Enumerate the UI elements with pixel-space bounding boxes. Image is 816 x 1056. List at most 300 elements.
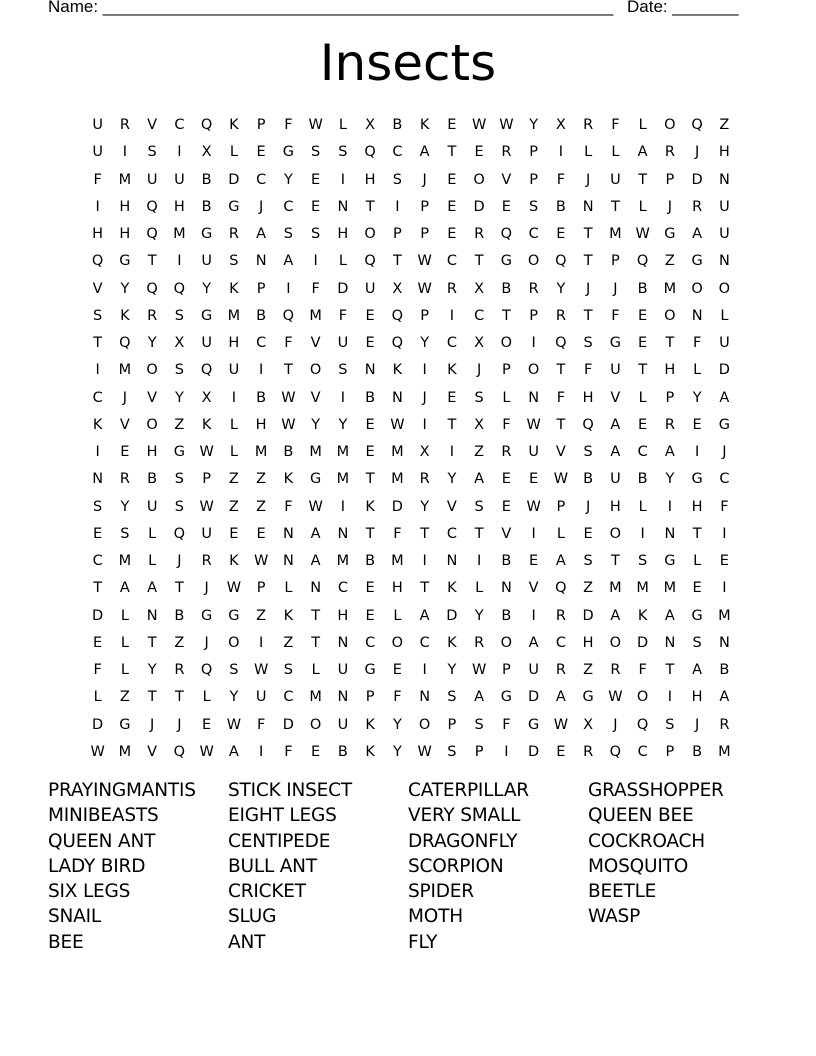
grid-letter: U [337,716,349,733]
grid-letter: U [92,144,103,161]
grid-letter: B [501,607,512,624]
grid-letter: N [718,253,730,270]
grid-row [84,630,738,657]
word-list-item: QUEEN BEE [588,805,694,827]
grid-letter: N [282,525,294,542]
grid-letter: N [528,389,540,406]
grid-letter: X [392,280,403,297]
grid-letter: G [173,444,185,460]
grid-letter: I [340,171,346,188]
grid-letter: U [719,226,730,242]
grid-row [84,139,738,166]
grid-letter: I [231,389,237,406]
grid-letter: Z [174,416,185,433]
grid-letter: D [528,743,540,760]
grid-letter: N [446,553,458,569]
grid-letter: V [501,171,512,188]
grid-letter: R [228,226,239,242]
grid-letter: C [283,689,294,706]
word-list-item: VERY SMALL [408,805,521,827]
grid-letter: D [282,716,294,733]
grid-row [84,248,738,275]
grid-letter: U [255,689,267,706]
grid-letter: T [501,307,511,324]
grid-letter: J [177,553,182,569]
grid-letter: A [719,389,730,406]
grid-letter: E [719,553,729,569]
grid-letter: U [201,335,212,351]
grid-letter: E [93,634,103,651]
grid-letter: B [719,662,730,678]
grid-letter: R [419,471,430,488]
grid-letter: Q [636,253,649,270]
grid-letter: P [474,743,484,760]
grid-letter: J [585,498,591,515]
grid-letter: A [310,525,321,542]
grid-letter: A [283,253,294,270]
grid-letter: N [664,525,676,542]
grid-letter: I [340,389,346,406]
grid-row [84,412,738,439]
grid-letter: J [177,716,182,733]
grid-letter: U [719,198,730,215]
grid-row [84,112,738,139]
grid-letter: W [553,471,569,488]
grid-letter: T [583,253,593,270]
grid-letter: A [228,743,239,760]
grid-letter: G [500,253,512,270]
grid-letter: O [473,171,485,188]
grid-letter: P [529,171,538,188]
grid-letter: K [392,362,403,379]
grid-letter: S [174,471,184,488]
grid-letter: L [584,144,593,161]
grid-letter: O [664,117,676,133]
grid-letter: T [93,580,103,597]
grid-letter: S [447,743,457,760]
grid-letter: F [284,335,293,351]
grid-letter: E [256,144,266,161]
grid-letter: I [531,525,536,542]
grid-letter: Y [447,662,457,678]
grid-letter: Y [692,389,702,406]
grid-row [84,439,738,466]
grid-letter: L [284,580,293,597]
grid-letter: Y [556,280,566,297]
grid-letter: Q [146,198,158,215]
grid-letter: S [174,307,184,324]
grid-letter: T [147,253,157,270]
grid-letter: T [174,689,184,706]
grid-letter: M [309,444,322,460]
grid-letter: A [119,580,130,597]
grid-letter: H [92,226,104,242]
grid-letter: E [93,525,103,542]
grid-letter: G [528,716,540,733]
grid-letter: R [501,444,512,460]
grid-letter: U [610,171,621,188]
grid-letter: E [447,226,457,242]
grid-letter: K [201,416,212,433]
grid-letter: W [635,226,650,242]
grid-letter: E [447,171,457,188]
grid-letter: W [417,253,432,270]
grid-letter: X [201,144,212,161]
grid-letter: F [393,689,402,706]
grid-letter: F [284,498,293,515]
grid-letter: H [664,362,676,379]
grid-letter: Q [555,580,567,597]
grid-letter: G [718,416,730,433]
grid-letter: Z [283,634,294,651]
grid-letter: S [229,253,239,270]
grid-letter: J [585,280,591,297]
grid-letter: M [336,553,350,569]
grid-letter: R [583,743,594,760]
grid-letter: C [555,634,566,651]
grid-letter: D [228,171,240,188]
grid-letter: L [148,525,157,542]
grid-letter: C [446,253,457,270]
grid-letter: B [201,198,212,215]
grid-letter: G [119,253,131,270]
grid-letter: C [92,553,103,569]
grid-letter: K [92,416,103,433]
grid-letter: Y [338,416,348,433]
grid-letter: E [638,307,648,324]
grid-letter: R [664,416,675,433]
grid-letter: N [146,607,158,624]
grid-letter: Y [420,498,430,515]
grid-letter: Q [146,280,158,297]
grid-letter: Z [664,253,675,270]
grid-letter: T [474,525,484,542]
grid-letter: T [474,253,484,270]
grid-letter: C [392,144,403,161]
grid-letter: Q [173,525,186,542]
word-list-item: BEETLE [588,881,657,903]
grid-letter: J [694,144,700,161]
grid-letter: O [718,280,731,297]
grid-letter: V [147,389,158,406]
grid-letter: J [422,389,427,406]
grid-letter: B [583,471,594,488]
grid-letter: W [199,498,214,515]
grid-letter: T [392,253,402,270]
grid-letter: S [392,171,402,188]
grid-letter: C [446,335,457,351]
grid-letter: G [119,716,131,733]
grid-letter: P [529,144,538,161]
grid-letter: J [694,716,700,733]
grid-letter: U [228,362,240,379]
grid-letter: Q [200,362,213,379]
word-list-item: WASP [588,906,641,928]
grid-letter: S [283,662,293,678]
grid-letter: I [177,253,182,270]
grid-letter: H [609,498,621,515]
grid-letter: M [227,307,241,324]
grid-letter: E [202,716,212,733]
grid-letter: R [474,634,485,651]
grid-letter: B [501,553,512,569]
grid-letter: G [582,689,594,706]
grid-letter: Y [665,471,675,488]
word-list-item: FLY [408,931,438,953]
grid-letter: O [609,525,622,542]
grid-letter: V [119,416,130,433]
grid-letter: B [392,117,403,133]
grid-letter: E [447,389,457,406]
grid-letter: G [282,144,294,161]
grid-letter: T [610,198,620,215]
word-list-item: PRAYINGMANTIS [48,780,196,801]
grid-letter: W [526,416,541,433]
grid-letter: M [118,743,132,760]
grid-letter: M [118,171,132,188]
grid-letter: K [365,716,375,733]
grid-letter: A [310,553,321,569]
grid-letter: W [417,743,432,760]
grid-letter: H [582,389,594,406]
grid-letter: L [638,117,647,133]
grid-letter: E [256,525,266,542]
grid-letter: F [284,117,293,133]
grid-letter: T [556,416,566,433]
grid-letter: S [474,498,484,515]
grid-letter: G [691,607,703,624]
grid-letter: H [228,335,240,351]
word-list-column-2 [228,778,408,955]
grid-letter: F [611,117,620,133]
grid-letter: I [422,553,427,569]
grid-letter: U [528,444,539,460]
grid-letter: I [504,743,509,760]
grid-letter: I [476,553,482,569]
grid-letter: O [664,307,676,324]
grid-letter: F [583,362,593,379]
grid-letter: M [336,471,350,488]
grid-letter: Q [636,716,649,733]
grid-letter: M [663,280,677,297]
grid-letter: P [393,226,402,242]
grid-letter: F [502,716,511,733]
grid-letter: L [229,144,238,161]
grid-letter: N [282,553,294,569]
grid-letter: V [446,498,457,515]
grid-letter: Q [391,335,404,351]
grid-letter: D [718,362,730,379]
grid-letter: D [691,171,703,188]
grid-letter: A [664,607,675,624]
grid-letter: P [420,226,429,242]
grid-letter: E [638,416,648,433]
grid-letter: C [283,198,294,215]
grid-letter: Y [420,335,430,351]
grid-letter: F [502,416,511,433]
grid-letter: U [610,471,621,488]
grid-letter: N [364,362,376,379]
grid-letter: P [665,743,675,760]
word-list-item: SNAIL [48,906,102,928]
grid-letter: E [365,335,375,351]
grid-letter: A [664,444,675,460]
grid-letter: I [340,498,346,515]
grid-letter: R [555,607,566,624]
grid-letter: S [474,716,484,733]
grid-letter: L [720,307,729,324]
grid-letter: W [281,416,296,433]
grid-letter: I [667,498,673,515]
grid-letter: Q [582,416,594,433]
grid-row [84,303,738,330]
grid-letter: F [720,498,729,515]
grid-letter: G [228,607,240,624]
grid-letter: U [610,362,621,379]
grid-letter: M [718,743,731,760]
grid-letter: G [201,607,213,624]
grid-letter: Z [174,634,185,651]
grid-letter: E [692,580,702,597]
grid-letter: E [311,171,321,188]
grid-letter: T [638,362,648,379]
grid-letter: H [337,226,349,242]
grid-letter: D [446,607,458,624]
grid-letter: E [692,416,702,433]
grid-letter: N [664,634,676,651]
grid-letter: Q [691,117,703,133]
grid-letter: I [449,444,455,460]
grid-letter: S [474,389,484,406]
grid-letter: N [337,198,349,215]
grid-letter: F [338,307,348,324]
grid-letter: L [338,253,347,270]
grid-row [84,657,738,684]
grid-letter: I [640,525,645,542]
grid-letter: E [529,553,539,569]
grid-letter: Y [120,498,130,515]
grid-letter: U [528,662,539,678]
grid-letter: B [201,171,212,188]
grid-letter: M [391,553,404,569]
grid-letter: L [120,662,129,678]
word-list-item: CENTIPEDE [228,830,331,852]
grid-letter: D [637,634,649,651]
grid-letter: L [693,362,702,379]
grid-letter: U [146,498,158,515]
grid-letter: I [313,253,318,270]
grid-letter: S [283,226,293,242]
grid-letter: E [501,198,511,215]
word-list-item: SCORPION [408,855,504,877]
grid-letter: S [338,144,348,161]
grid-letter: M [609,580,622,597]
grid-letter: E [501,471,511,488]
grid-letter: H [691,689,703,706]
grid-letter: P [611,253,620,270]
grid-letter: H [146,444,158,460]
grid-letter: O [500,335,513,351]
grid-letter: K [419,117,430,133]
grid-letter: S [447,689,457,706]
grid-letter: I [694,444,700,460]
grid-letter: Q [555,253,567,270]
grid-letter: I [286,280,291,297]
grid-letter: E [365,307,375,324]
grid-letter: R [474,226,485,242]
grid-letter: U [174,171,185,188]
grid-letter: S [229,662,239,678]
grid-letter: G [364,662,376,678]
grid-letter: N [92,471,104,488]
grid-letter: R [174,662,185,678]
grid-letter: I [722,580,727,597]
grid-letter: A [637,144,648,161]
grid-letter: G [664,553,676,569]
grid-letter: S [120,525,130,542]
grid-letter: E [311,198,321,215]
grid-letter: M [118,362,132,379]
grid-letter: B [501,280,512,297]
grid-letter: H [255,416,267,433]
grid-letter: L [202,689,211,706]
grid-letter: U [201,253,212,270]
grid-letter: E [365,416,375,433]
grid-letter: K [447,634,457,651]
grid-letter: S [147,144,157,161]
grid-letter: Y [202,280,212,297]
grid-letter: G [691,471,703,488]
grid-row [84,494,738,521]
grid-letter: B [174,607,185,624]
grid-letter: T [583,226,593,242]
grid-letter: I [95,198,100,215]
grid-letter: C [528,226,539,242]
grid-letter: K [637,607,648,624]
grid-letter: I [449,307,455,324]
grid-letter: L [638,389,647,406]
grid-letter: R [719,716,730,733]
grid-letter: L [638,198,647,215]
grid-row [84,330,738,357]
word-list-item: DRAGONFLY [408,830,518,852]
grid-letter: V [528,580,539,597]
grid-letter: H [391,580,403,597]
grid-letter: E [529,471,539,488]
grid-letter: C [365,634,376,651]
grid-letter: A [419,144,430,161]
grid-letter: A [692,662,703,678]
grid-letter: B [555,198,566,215]
grid-letter: Q [146,226,158,242]
grid-letter: I [531,607,536,624]
grid-letter: W [417,280,432,297]
grid-letter: N [337,689,349,706]
grid-letter: L [556,525,565,542]
grid-row [84,357,738,384]
grid-letter: N [391,389,403,406]
grid-letter: H [691,498,703,515]
grid-letter: B [365,553,376,569]
word-list-item: LADY BIRD [48,855,146,877]
grid-letter: S [93,307,103,324]
grid-letter: H [582,634,594,651]
grid-letter: Z [583,662,594,678]
grid-letter: T [147,634,157,651]
grid-letter: H [337,607,349,624]
grid-letter: T [311,607,321,624]
grid-letter: K [229,553,239,569]
